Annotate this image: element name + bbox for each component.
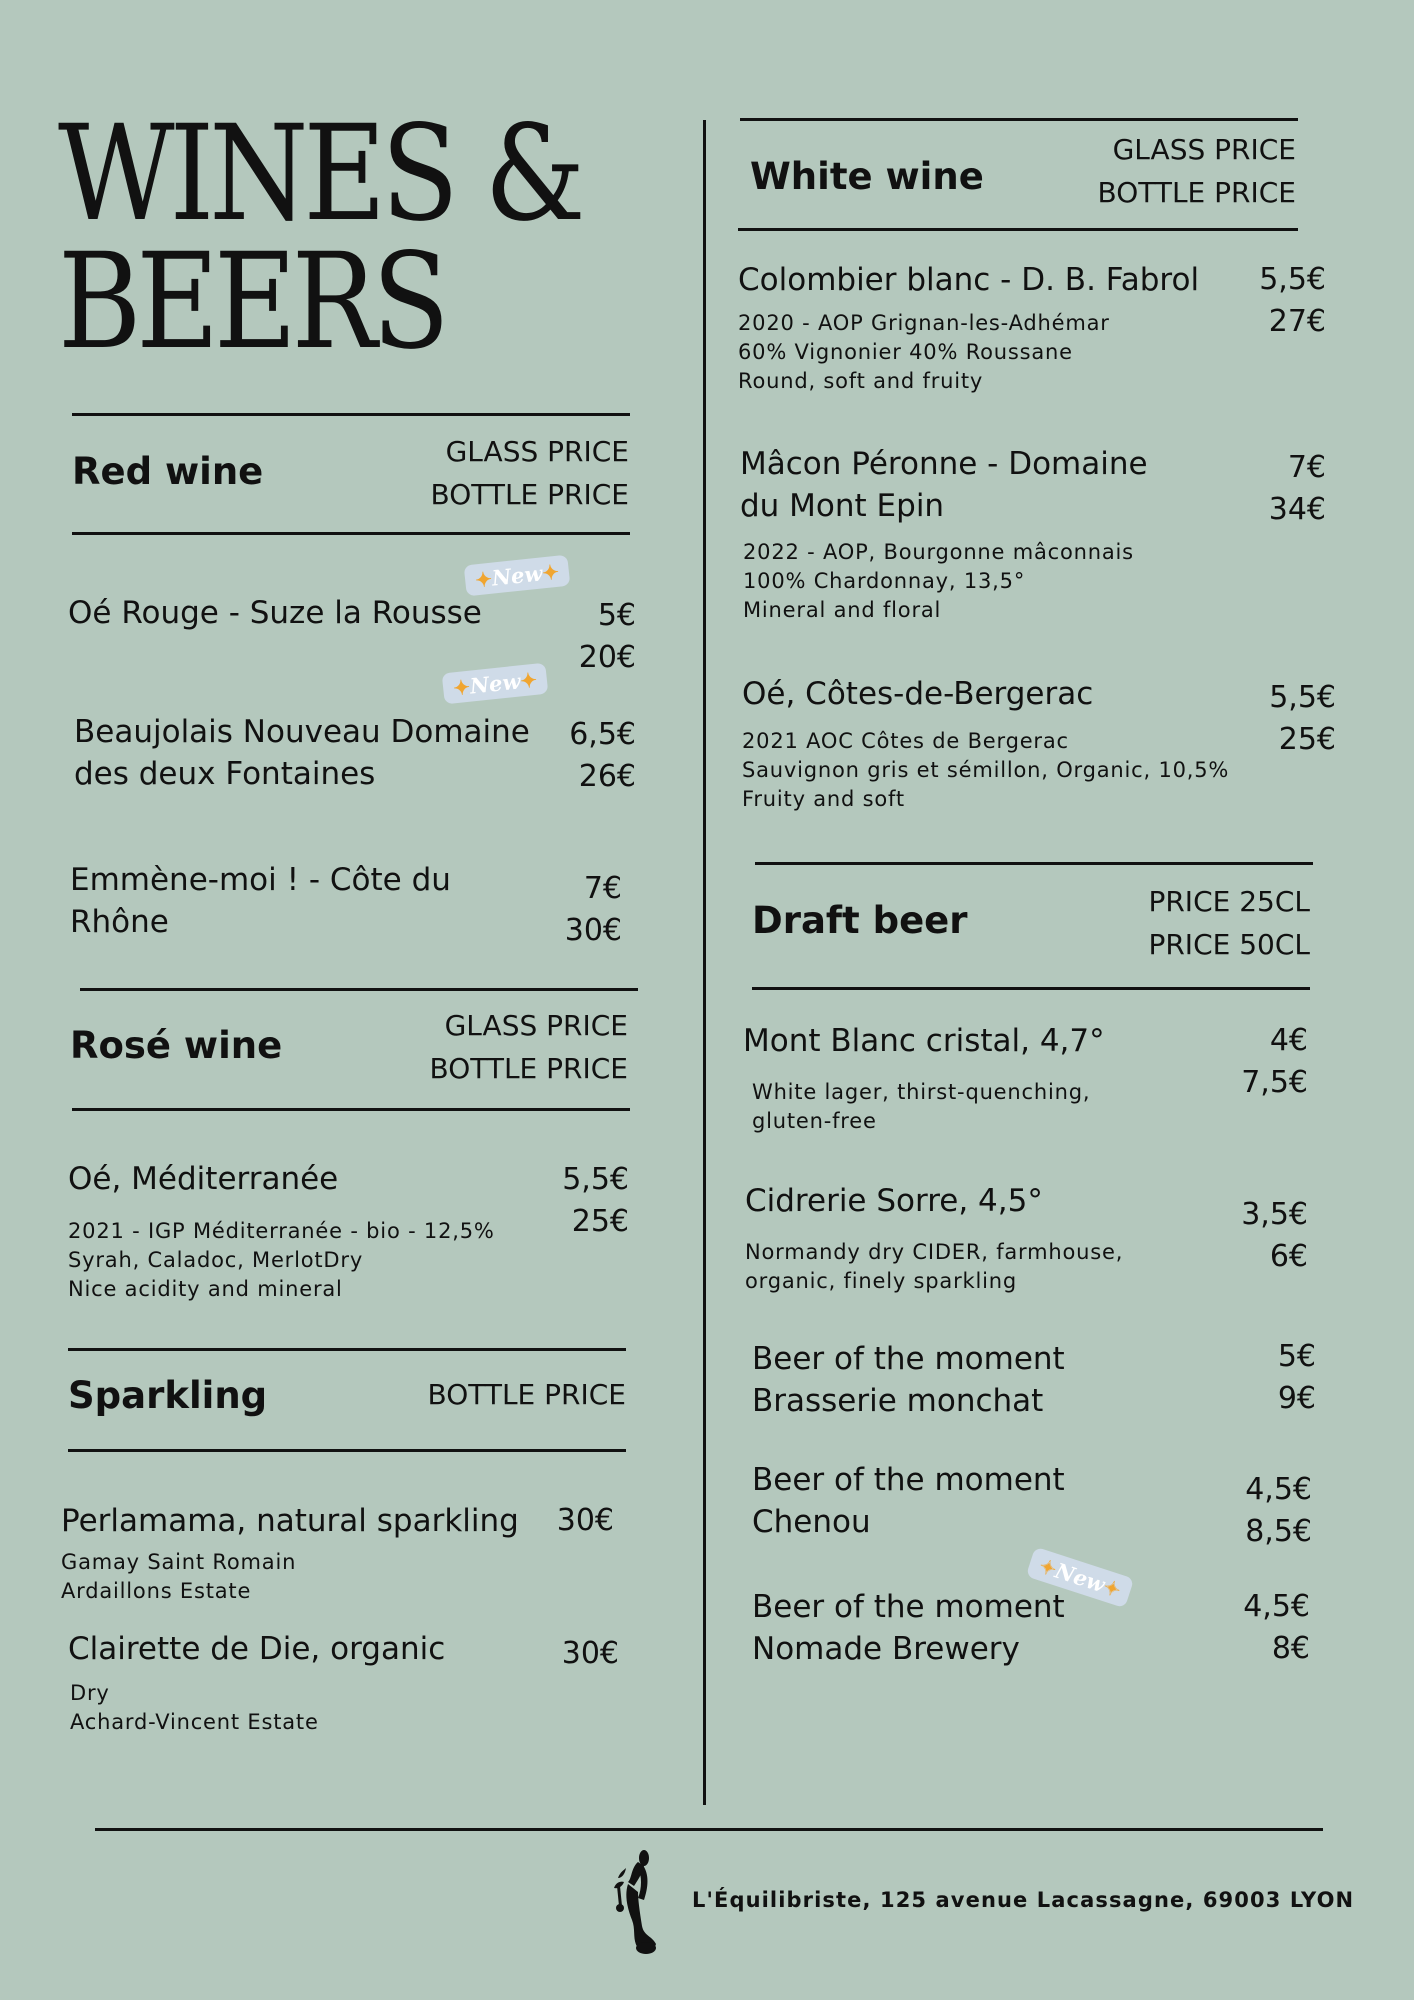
- item-name: Beer of the moment Chenou: [752, 1462, 1065, 1540]
- new-badge: ✦New✦: [464, 555, 571, 597]
- divider: [72, 413, 630, 416]
- item-price: 4€ 7,5€: [1241, 1023, 1308, 1100]
- divider: [755, 862, 1313, 865]
- red-wine-price-header: GLASS PRICE BOTTLE PRICE: [430, 435, 629, 511]
- item-name: Beer of the moment Nomade Brewery: [752, 1589, 1065, 1667]
- footer-address: L'Équilibriste, 125 avenue Lacassagne, 69003 LYON: [692, 1888, 1355, 1912]
- sparkle-icon: ✦: [452, 674, 472, 701]
- new-badge: ✦New✦: [1026, 1547, 1135, 1609]
- sparkle-icon: ✦: [474, 566, 494, 593]
- item-price: 5€ 20€: [578, 598, 636, 675]
- section-title-rose-wine: Rosé wine: [70, 1024, 283, 1067]
- item-description: 2022 - AOP, Bourgonne mâconnais 100% Chardonnay, 13,5° Mineral and floral: [743, 540, 1134, 622]
- item-name: Clairette de Die, organic: [68, 1631, 446, 1667]
- divider: [740, 118, 1298, 121]
- draft-beer-price-header: PRICE 25CL PRICE 50CL: [1148, 885, 1310, 961]
- item-name: Perlamama, natural sparkling: [61, 1503, 519, 1539]
- section-title-red-wine: Red wine: [72, 450, 264, 493]
- item-description: 2021 AOC Côtes de Bergerac Sauvignon gris et sémillon, Organic, 10,5% Fruity and soft: [742, 729, 1230, 811]
- item-name: Colombier blanc - D. B. Fabrol: [738, 262, 1200, 298]
- item-name: Emmène-moi ! - Côte du Rhône: [70, 862, 451, 940]
- item-name: Cidrerie Sorre, 4,5°: [745, 1183, 1043, 1219]
- item-price: 5,5€ 25€: [562, 1162, 629, 1239]
- item-description: Gamay Saint Romain Ardaillons Estate: [61, 1550, 297, 1603]
- item-name: Mâcon Péronne - Domaine du Mont Epin: [740, 446, 1148, 524]
- divider: [738, 228, 1298, 231]
- rose-wine-price-header: GLASS PRICE BOTTLE PRICE: [429, 1009, 628, 1085]
- white-wine-price-header: GLASS PRICE BOTTLE PRICE: [1097, 133, 1296, 209]
- page-title: WINES & BEERS: [58, 97, 581, 379]
- item-price: 7€ 30€: [564, 871, 622, 948]
- sparkle-icon: ✦: [541, 559, 561, 586]
- sparkling-price-header: BOTTLE PRICE: [427, 1378, 626, 1411]
- item-description: Dry Achard-Vincent Estate: [70, 1681, 319, 1734]
- item-name: Beer of the moment Brasserie monchat: [752, 1341, 1065, 1419]
- section-title-draft-beer: Draft beer: [752, 899, 968, 942]
- item-description: 2020 - AOP Grignan-les-Adhémar 60% Vignonier 40% Roussane Round, soft and fruity: [738, 311, 1110, 393]
- item-price: 30€: [561, 1636, 619, 1671]
- item-price: 6,5€ 26€: [569, 717, 636, 794]
- acrobat-figure-icon: [598, 1848, 672, 1960]
- divider: [752, 987, 1310, 990]
- item-price: 30€: [556, 1503, 614, 1538]
- item-price: 5,5€ 27€: [1259, 262, 1326, 339]
- divider: [68, 1348, 626, 1351]
- item-name: Oé, Côtes-de-Bergerac: [742, 676, 1094, 712]
- item-price: 3,5€ 6€: [1241, 1197, 1308, 1274]
- divider: [80, 988, 638, 991]
- section-title-sparkling: Sparkling: [68, 1374, 268, 1417]
- sparkle-icon: ✦: [1100, 1574, 1124, 1603]
- footer-divider: [95, 1828, 1323, 1831]
- item-price: 4,5€ 8€: [1243, 1589, 1310, 1666]
- sparkle-icon: ✦: [1036, 1553, 1060, 1582]
- section-title-white-wine: White wine: [750, 155, 984, 198]
- item-price: 5€ 9€: [1277, 1339, 1316, 1416]
- item-price: 4,5€ 8,5€: [1245, 1472, 1312, 1549]
- item-price: 7€ 34€: [1268, 450, 1326, 527]
- divider: [68, 1449, 626, 1452]
- new-badge: ✦New✦: [442, 663, 549, 705]
- item-name: Oé Rouge - Suze la Rousse: [68, 595, 482, 631]
- sparkle-icon: ✦: [519, 667, 539, 694]
- item-description: Normandy dry CIDER, farmhouse, organic, finely sparkling: [745, 1240, 1124, 1293]
- divider: [72, 1108, 630, 1111]
- column-divider: [703, 120, 706, 1805]
- item-description: 2021 - IGP Méditerranée - bio - 12,5% Syrah, Caladoc, MerlotDry Nice acidity and mineral: [68, 1219, 495, 1301]
- item-price: 5,5€ 25€: [1269, 680, 1336, 757]
- item-name: Beaujolais Nouveau Domaine des deux Fontaines: [74, 714, 530, 792]
- item-description: White lager, thirst-quenching, gluten-free: [752, 1080, 1091, 1133]
- divider: [72, 532, 630, 535]
- item-name: Mont Blanc cristal, 4,7°: [743, 1023, 1105, 1059]
- item-name: Oé, Méditerranée: [68, 1161, 339, 1197]
